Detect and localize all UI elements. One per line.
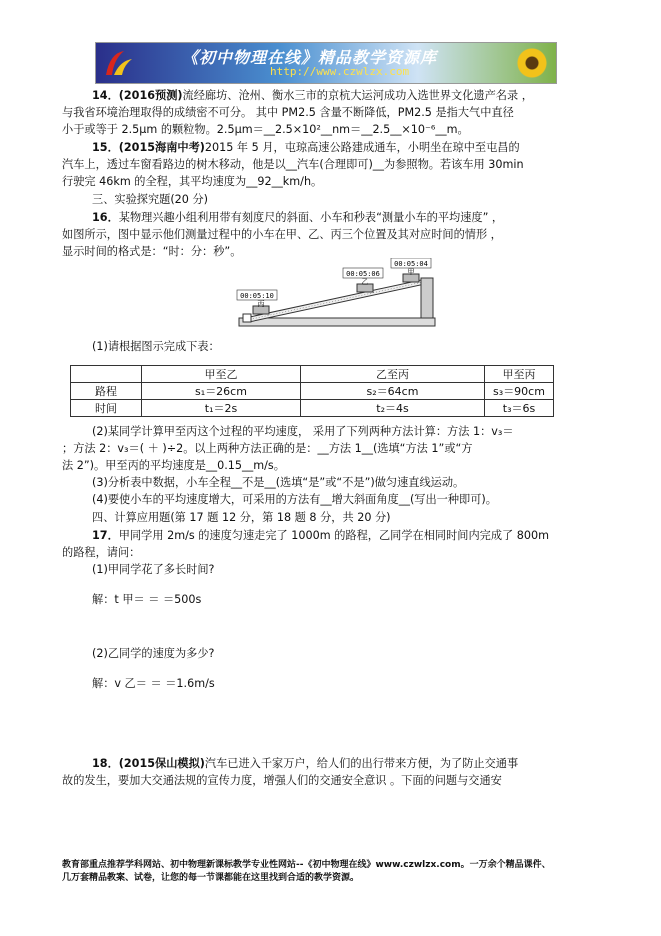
clock-yi-time: 00:05:06: [346, 270, 380, 278]
q16-number: 16．: [92, 211, 119, 224]
table-header-cell: [71, 366, 142, 383]
q16-part1: (1)请根据图示完成下表：: [92, 340, 220, 353]
label-jia: 甲: [407, 268, 415, 276]
figure-base: [239, 318, 435, 326]
page-footer: [62, 859, 551, 885]
q16-line2: 如图所示，图中显示他们测量过程中的小车在甲、乙、丙三个位置及其对应时间的情形 ，: [62, 228, 502, 241]
q18-number: 18．: [92, 757, 119, 770]
table-cell: s₂＝64cm: [301, 383, 485, 400]
q15-line2: 汽车上，透过车窗看路边的树木移动，他是以__汽车(合理即可)__为参照物。若该车用 30min: [62, 158, 524, 171]
site-logo-icon: [102, 47, 136, 79]
table-cell: t₂＝4s: [301, 400, 485, 417]
q16-part2-answer: __方法 1__: [317, 442, 373, 455]
q16-part3-answer: __不是__: [230, 476, 276, 489]
label-yi: 乙: [361, 278, 369, 286]
q16-line1: 16．某物理兴趣小组利用带有刻度尺的斜面、小车和秒表“测量小车的平均速度” ，: [92, 211, 504, 224]
table-header-row: [71, 366, 554, 383]
q18-tag: (2015保山模拟): [118, 757, 205, 770]
table-row: [71, 400, 554, 417]
q16-part2-line1: (2)某同学计算甲至丙这个过程的平均速度， 采用了下列两种方法计算：方法 1：v₃＝: [92, 425, 514, 438]
incline-support-block: [421, 278, 433, 318]
q16-line3: 显示时间的格式是：“时：分：秒”。: [62, 245, 242, 258]
q14-line1: 14．(2016预测)流经廊坊、沧州、衡水三市的京杭大运河成功入选世界文化遗产名录 ，: [92, 89, 533, 102]
section-4-heading: 四、计算应用题(第 17 题 12 分，第 18 题 8 分，共 20 分): [92, 511, 391, 524]
q14-answer1: __2.5×10²__: [263, 123, 333, 136]
stop-barrier: [243, 314, 251, 322]
q16-part2-line2: ；方法 2：v₃＝( ＋ )÷2。以上两种方法正确的是：__方法 1__(选填“方法 1”或“方: [62, 442, 473, 455]
q18-line1: 18．(2015保山模拟)汽车已进入千家万户，给人们的出行带来方便，为了防止交通事: [92, 757, 519, 770]
q17-solution1: 解：t 甲＝ ＝ ＝500s: [92, 593, 202, 606]
footer-line1: 教育部重点推荐学科网站、初中物理新课标教学专业性网站--《初中物理在线》www.czwlzx.com。一万余个精品课件、: [62, 860, 551, 870]
sunflower-icon: [514, 45, 550, 81]
header-banner: [95, 42, 557, 84]
table-cell: t₁＝2s: [142, 400, 301, 417]
q14-line2: 与我省环境治理取得的成绩密不可分。 其中 PM2.5 含量不断降低，PM2.5 是指大气中直径: [62, 106, 514, 119]
q17-part2: (2)乙同学的速度为多少?: [92, 647, 215, 660]
q14-tag: (2016预测): [118, 89, 183, 102]
table-cell: 路程: [71, 383, 142, 400]
q16-part2-line3: 法 2”)。甲至丙的平均速度是__0.15__m/s。: [62, 459, 285, 472]
table-cell: s₃＝90cm: [485, 383, 554, 400]
label-bing: 丙: [257, 300, 265, 308]
incline-experiment-figure: [235, 258, 455, 330]
q17-number: 17．: [92, 529, 119, 542]
table-row: [71, 383, 554, 400]
table-cell: s₁＝26cm: [142, 383, 301, 400]
q16-part2-answer2: __0.15__: [205, 459, 254, 472]
q16-part4-answer: __增大斜面角度__: [320, 493, 410, 506]
table-cell: t₃＝6s: [485, 400, 554, 417]
footer-line2: 几万套精品教案、试卷，让您的每一节课都能在这里找到合适的教学资源。: [62, 873, 360, 883]
clock-jia-time: 00:05:04: [394, 260, 428, 268]
q17-line1: 17．甲同学用 2m/s 的速度匀速走完了 1000m 的路程，乙同学在相同时间内完成了 800m: [92, 529, 550, 542]
q15-answer2: __92__: [246, 175, 283, 188]
q16-part3: (3)分析表中数据，小车全程__不是__(选填“是”或“不是”)做匀速直线运动。: [92, 476, 465, 489]
q17-part1: (1)甲同学花了多长时间?: [92, 563, 215, 576]
measurement-table: [70, 365, 554, 417]
q15-tag: (2015海南中考): [118, 141, 205, 154]
q15-number: 15．: [92, 141, 119, 154]
table-cell: 时间: [71, 400, 142, 417]
banner-url[interactable]: http://www.czwlzx.com: [270, 65, 410, 78]
table-header-cell: 甲至乙: [142, 366, 301, 383]
q14-number: 14．: [92, 89, 119, 102]
q18-line2: 故的发生，要加大交通法规的宣传力度，增强人们的交通安全意识 。下面的问题与交通安: [62, 774, 502, 787]
q15-line1: 15．(2015海南中考)2015 年 5 月，屯琼高速公路建成通车，小明坐在琼中至屯昌的: [92, 141, 520, 154]
q14-answer2: __2.5__×10⁻⁶__: [361, 123, 447, 136]
q17-solution2: 解：v 乙＝ ＝ ＝1.6m/s: [92, 677, 215, 690]
banner-title: 《初中物理在线》精品教学资源库: [182, 48, 438, 67]
section-3-heading: 三、实验探究题(20 分): [92, 193, 209, 206]
q16-part4: (4)要使小车的平均速度增大，可采用的方法有__增大斜面角度__(写出一种即可)。: [92, 493, 497, 506]
table-header-cell: 乙至丙: [301, 366, 485, 383]
q15-line3: 行驶完 46km 的全程，其平均速度为__92__km/h。: [62, 175, 323, 188]
q17-line2: 的路程，请问：: [62, 546, 141, 559]
q14-line3: 小于或等于 2.5μm 的颗粒物。2.5μm＝__2.5×10²__nm＝__2.5__×10⁻⁶__m。: [62, 123, 469, 136]
table-header-cell: 甲至丙: [485, 366, 554, 383]
q15-answer1: __汽车(合理即可)__: [285, 158, 384, 171]
clock-bing-time: 00:05:10: [240, 292, 274, 300]
